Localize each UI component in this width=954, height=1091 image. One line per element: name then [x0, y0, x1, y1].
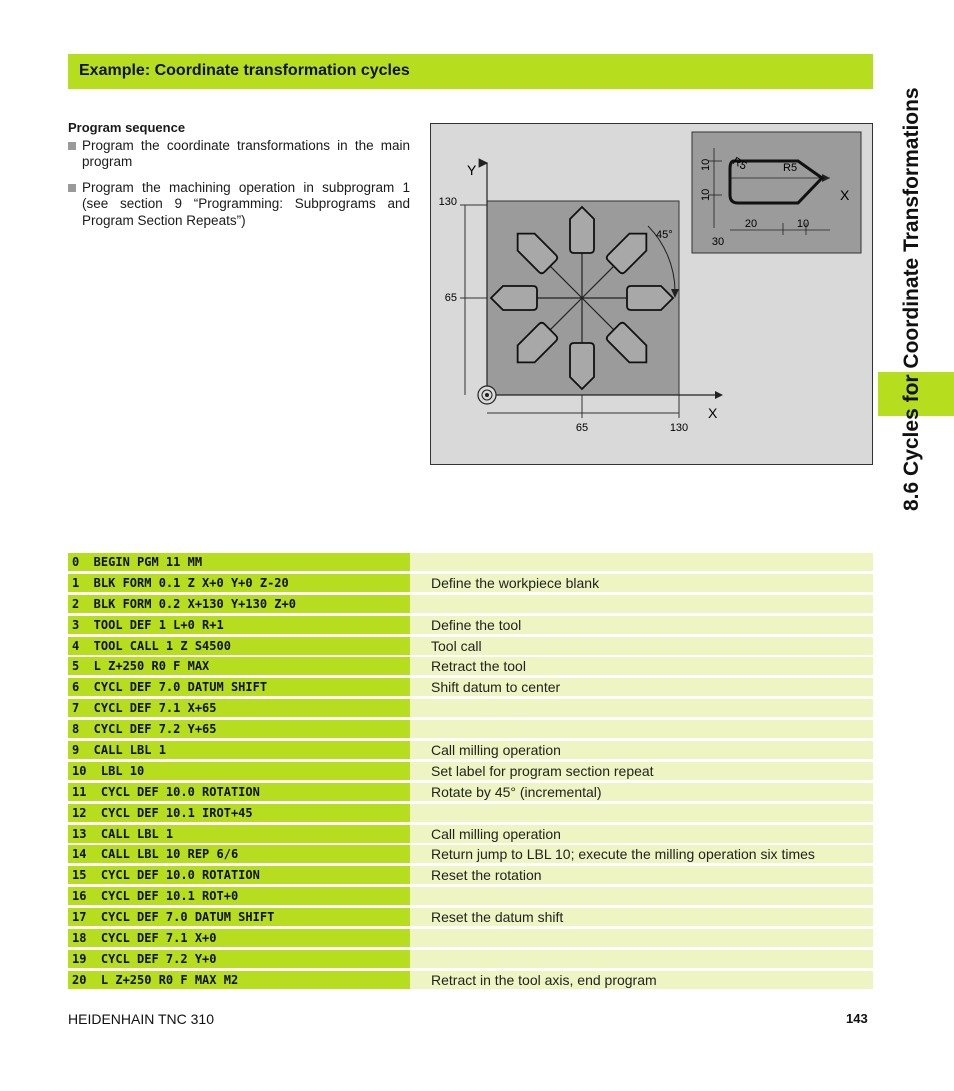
nc-block-description [410, 950, 873, 968]
inset-dim-10-a: 10 [700, 158, 712, 171]
program-line [68, 553, 873, 571]
square-bullet-icon [68, 184, 76, 192]
nc-block-code: 2 BLK FORM 0.2 X+130 Y+130 Z+0 [68, 595, 410, 613]
dim-y-130: 130 [438, 196, 457, 208]
bullet-text: Program the coordinate transformations in the main program [82, 137, 410, 169]
nc-block-code: 8 CYCL DEF 7.2 Y+65 [68, 720, 410, 738]
bullet-text: Program the machining operation in subprogram 1 (see section 9 “Programming: Subprograms and Program Section Repeats”) [82, 179, 410, 228]
inset-dim-10-c: 10 [796, 218, 810, 230]
chapter-side-title: 8.6 Cycles for Coordinate Transformations [900, 87, 923, 511]
nc-block-description: Call milling operation [410, 825, 873, 843]
program-line [68, 741, 873, 759]
inset-r5-a: R5 [730, 155, 749, 173]
program-line [68, 657, 873, 675]
program-line [68, 866, 873, 884]
nc-block-description: Retract the tool [410, 657, 873, 675]
nc-block-description: Reset the rotation [410, 866, 873, 884]
nc-block-description: Call milling operation [410, 741, 873, 759]
program-sequence [68, 120, 410, 229]
nc-block-code: 10 LBL 10 [68, 762, 410, 780]
nc-block-description: Define the workpiece blank [410, 574, 873, 592]
nc-block-code: 0 BEGIN PGM 11 MM [68, 553, 410, 571]
program-line [68, 574, 873, 592]
program-line [68, 845, 873, 863]
nc-block-description [410, 887, 873, 905]
program-line [68, 929, 873, 947]
nc-block-description: Reset the datum shift [410, 908, 873, 926]
dim-x-130: 130 [669, 422, 689, 434]
nc-block-code: 11 CYCL DEF 10.0 ROTATION [68, 783, 410, 801]
inset-dim-20: 20 [744, 218, 758, 230]
nc-block-code: 5 L Z+250 R0 F MAX [68, 657, 410, 675]
nc-block-description: Tool call [410, 637, 873, 655]
nc-block-description [410, 595, 873, 613]
nc-block-description: Retract in the tool axis, end program [410, 971, 873, 989]
nc-block-description: Shift datum to center [410, 678, 873, 696]
nc-block-code: 7 CYCL DEF 7.1 X+65 [68, 699, 410, 717]
nc-block-code: 6 CYCL DEF 7.0 DATUM SHIFT [68, 678, 410, 696]
inset-dim-10-b: 10 [700, 188, 712, 201]
program-line [68, 595, 873, 613]
datum-origin-icon [478, 386, 496, 404]
nc-block-code: 15 CYCL DEF 10.0 ROTATION [68, 866, 410, 884]
program-line [68, 971, 873, 989]
program-line [68, 804, 873, 822]
nc-block-description [410, 929, 873, 947]
bullet-item [68, 180, 410, 230]
pocket-pattern [491, 207, 673, 389]
program-line [68, 825, 873, 843]
nc-block-code: 17 CYCL DEF 7.0 DATUM SHIFT [68, 908, 410, 926]
inset-x-label: X [840, 187, 850, 203]
nc-block-code: 16 CYCL DEF 10.1 ROT+0 [68, 887, 410, 905]
dim-x-65: 65 [575, 422, 589, 434]
nc-block-code: 12 CYCL DEF 10.1 IROT+45 [68, 804, 410, 822]
nc-block-description [410, 720, 873, 738]
program-line [68, 762, 873, 780]
nc-block-description [410, 699, 873, 717]
nc-block-code: 18 CYCL DEF 7.1 X+0 [68, 929, 410, 947]
page-number: 143 [846, 1011, 868, 1026]
program-listing [68, 553, 873, 992]
dim-y-65: 65 [444, 292, 457, 304]
program-line [68, 950, 873, 968]
drawing-figure [430, 123, 873, 465]
nc-block-description: Rotate by 45° (incremental) [410, 783, 873, 801]
angle-label: 45° [656, 229, 673, 241]
y-axis-label: Y [467, 162, 477, 178]
nc-block-description: Define the tool [410, 616, 873, 634]
nc-block-description [410, 553, 873, 571]
program-line [68, 699, 873, 717]
nc-block-code: 14 CALL LBL 10 REP 6/6 [68, 845, 410, 863]
pocket-detail-inset [692, 132, 861, 253]
bullet-item [68, 138, 410, 171]
nc-block-description: Return jump to LBL 10; execute the milling operation six times [410, 845, 873, 863]
program-line [68, 908, 873, 926]
program-line [68, 616, 873, 634]
nc-block-code: 3 TOOL DEF 1 L+0 R+1 [68, 616, 410, 634]
program-line [68, 887, 873, 905]
nc-block-code: 19 CYCL DEF 7.2 Y+0 [68, 950, 410, 968]
inset-dim-30: 30 [711, 236, 725, 248]
section-title: Example: Coordinate transformation cycles [79, 62, 410, 79]
nc-block-description: Set label for program section repeat [410, 762, 873, 780]
program-line [68, 783, 873, 801]
nc-block-code: 1 BLK FORM 0.1 Z X+0 Y+0 Z-20 [68, 574, 410, 592]
program-sequence-heading: Program sequence [68, 120, 186, 135]
nc-block-description [410, 804, 873, 822]
nc-block-code: 20 L Z+250 R0 F MAX M2 [68, 971, 410, 989]
program-line [68, 637, 873, 655]
program-line [68, 678, 873, 696]
section-header-bar [68, 54, 873, 89]
nc-block-code: 4 TOOL CALL 1 Z S4500 [68, 637, 410, 655]
x-axis-label: X [708, 405, 718, 421]
inset-r5-b: R5 [783, 162, 798, 174]
nc-block-code: 9 CALL LBL 1 [68, 741, 410, 759]
nc-block-code: 13 CALL LBL 1 [68, 825, 410, 843]
square-bullet-icon [68, 142, 76, 150]
footer-product: HEIDENHAIN TNC 310 [68, 1011, 215, 1027]
program-line [68, 720, 873, 738]
